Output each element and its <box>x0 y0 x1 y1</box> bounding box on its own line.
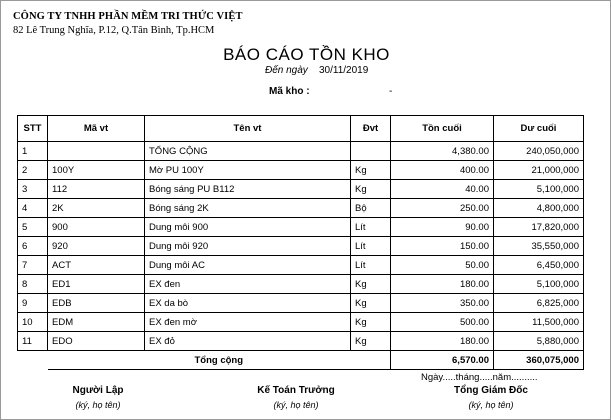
cell-value: 6,825,000 <box>494 294 584 313</box>
cell-stt: 1 <box>18 142 48 161</box>
cell-qty: 400.00 <box>391 161 494 180</box>
cell-code: EDM <box>48 313 145 332</box>
table-row <box>18 142 584 161</box>
preparer-role: Người Lập <box>72 385 124 396</box>
cell-unit <box>351 142 391 161</box>
cell-name: Dung môi 900 <box>145 218 351 237</box>
cell-stt: 4 <box>18 199 48 218</box>
cell-qty: 50.00 <box>391 256 494 275</box>
cell-code: 920 <box>48 237 145 256</box>
director-hint: (ký, họ tên) <box>468 400 514 410</box>
total-row <box>18 351 584 370</box>
header-code: Mã vt <box>48 116 145 142</box>
cell-stt: 2 <box>18 161 48 180</box>
cell-name: EX đỏ <box>145 332 351 351</box>
cell-code: ACT <box>48 256 145 275</box>
cell-name: Dung môi AC <box>145 256 351 275</box>
table-row <box>18 313 584 332</box>
header-unit: Đvt <box>351 116 391 142</box>
cell-unit: Kg <box>351 294 391 313</box>
cell-name: EX da bò <box>145 294 351 313</box>
total-qty: 6,570.00 <box>391 351 494 370</box>
cell-unit: Kg <box>351 275 391 294</box>
cell-unit: Kg <box>351 332 391 351</box>
cell-unit: Lít <box>351 237 391 256</box>
signature-preparer <box>53 385 143 410</box>
table-row <box>18 332 584 351</box>
cell-value: 21,000,000 <box>494 161 584 180</box>
cell-unit: Kg <box>351 313 391 332</box>
cell-qty: 350.00 <box>391 294 494 313</box>
table-row <box>18 161 584 180</box>
cell-stt: 10 <box>18 313 48 332</box>
cell-stt: 5 <box>18 218 48 237</box>
inventory-table <box>17 115 584 370</box>
cell-unit: Kg <box>351 180 391 199</box>
cell-value: 17,820,000 <box>494 218 584 237</box>
cell-code: EDB <box>48 294 145 313</box>
cell-qty: 180.00 <box>391 332 494 351</box>
warehouse-value: - <box>389 86 393 97</box>
cell-name: Bóng sáng PU B112 <box>145 180 351 199</box>
header-qty: Tồn cuối <box>391 116 494 142</box>
cell-stt: 3 <box>18 180 48 199</box>
signature-director <box>431 385 551 410</box>
cell-stt: 8 <box>18 275 48 294</box>
table-row <box>18 180 584 199</box>
header-name: Tên vt <box>145 116 351 142</box>
cell-name: Bóng sáng 2K <box>145 199 351 218</box>
company-address: 82 Lê Trung Nghĩa, P.12, Q.Tân Bình, Tp.HCM <box>13 25 215 36</box>
cell-unit: Bộ <box>351 199 391 218</box>
cell-qty: 250.00 <box>391 199 494 218</box>
cell-value: 6,450,000 <box>494 256 584 275</box>
cell-code: 2K <box>48 199 145 218</box>
cell-value: 35,550,000 <box>494 237 584 256</box>
cell-qty: 180.00 <box>391 275 494 294</box>
table-row <box>18 294 584 313</box>
date-label: Đến ngày <box>265 65 308 76</box>
cell-stt: 11 <box>18 332 48 351</box>
report-title: BÁO CÁO TỒN KHO <box>223 45 390 64</box>
cell-qty: 500.00 <box>391 313 494 332</box>
cell-code: 100Y <box>48 161 145 180</box>
table-row <box>18 237 584 256</box>
signature-accountant <box>241 385 351 410</box>
warehouse-label: Mã kho : <box>269 86 310 97</box>
cell-code: EDO <box>48 332 145 351</box>
cell-name: EX đen mờ <box>145 313 351 332</box>
cell-name: Mờ PU 100Y <box>145 161 351 180</box>
table-body <box>18 142 584 351</box>
cell-value: 5,100,000 <box>494 180 584 199</box>
header-stt: STT <box>18 116 48 142</box>
cell-name: EX đen <box>145 275 351 294</box>
cell-value: 5,100,000 <box>494 275 584 294</box>
accountant-role: Kế Toán Trưởng <box>257 385 335 396</box>
cell-value: 5,880,000 <box>494 332 584 351</box>
cell-value: 11,500,000 <box>494 313 584 332</box>
date-value: 30/11/2019 <box>319 65 369 76</box>
signature-date-line: Ngày.....tháng.....năm.......... <box>421 372 538 383</box>
cell-name: Dung môi 920 <box>145 237 351 256</box>
cell-value: 4,800,000 <box>494 199 584 218</box>
table-row <box>18 275 584 294</box>
company-name: CÔNG TY TNHH PHẦN MỀM TRI THỨC VIỆT <box>13 11 243 22</box>
cell-code: ED1 <box>48 275 145 294</box>
cell-name: TỔNG CỘNG <box>145 142 351 161</box>
cell-unit: Lít <box>351 218 391 237</box>
cell-code <box>48 142 145 161</box>
cell-unit: Kg <box>351 161 391 180</box>
preparer-hint: (ký, họ tên) <box>75 400 121 410</box>
accountant-hint: (ký, họ tên) <box>273 400 319 410</box>
director-role: Tổng Giám Đốc <box>454 385 528 396</box>
cell-stt: 9 <box>18 294 48 313</box>
table-row <box>18 218 584 237</box>
cell-qty: 40.00 <box>391 180 494 199</box>
cell-value: 240,050,000 <box>494 142 584 161</box>
cell-stt: 6 <box>18 237 48 256</box>
total-label: Tổng cộng <box>48 351 391 370</box>
header-value: Dư cuối <box>494 116 584 142</box>
cell-qty: 4,380.00 <box>391 142 494 161</box>
total-value: 360,075,000 <box>494 351 584 370</box>
cell-qty: 90.00 <box>391 218 494 237</box>
total-spacer <box>18 351 48 370</box>
cell-code: 900 <box>48 218 145 237</box>
cell-stt: 7 <box>18 256 48 275</box>
table-row <box>18 199 584 218</box>
cell-code: 112 <box>48 180 145 199</box>
table-header-row <box>18 116 584 142</box>
cell-qty: 150.00 <box>391 237 494 256</box>
cell-unit: Lít <box>351 256 391 275</box>
table-row <box>18 256 584 275</box>
